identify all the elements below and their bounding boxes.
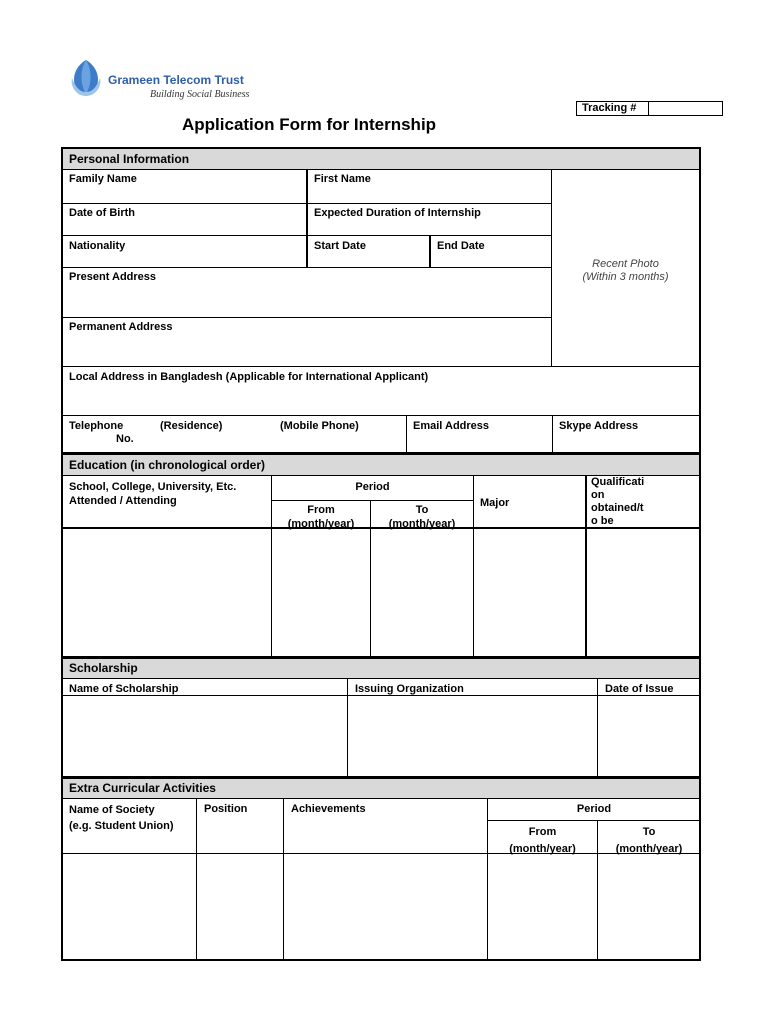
extra-to-header: To (month/year)	[615, 826, 683, 855]
dob-field[interactable]: Date of Birth	[69, 207, 135, 219]
scholarship-date-header: Date of Issue	[605, 683, 674, 695]
tracking-label: Tracking #	[582, 102, 637, 114]
residence-field[interactable]: (Residence)	[160, 420, 223, 432]
education-major-cell[interactable]	[474, 529, 584, 656]
qualification-header: Qualificati on obtained/t o be	[591, 476, 645, 527]
scholarship-issuing-header: Issuing Organization	[355, 683, 464, 695]
extra-from-cell[interactable]	[489, 855, 596, 959]
extra-period-header: Period	[576, 803, 612, 815]
tulip-logo-icon	[66, 56, 106, 102]
local-address-field[interactable]: Local Address in Bangladesh (Applicable for International Applicant)	[69, 371, 429, 383]
position-header: Position	[204, 803, 248, 815]
skype-field[interactable]: Skype Address	[559, 420, 639, 432]
extra-society-cell[interactable]	[63, 855, 195, 959]
major-header: Major	[480, 497, 510, 509]
extra-position-cell[interactable]	[198, 855, 282, 959]
school-header: School, College, University, Etc. Attended / Attending	[69, 481, 237, 507]
achievements-header: Achievements	[291, 803, 366, 815]
education-qualification-cell[interactable]	[587, 529, 699, 656]
extra-from-header: From (month/year)	[509, 826, 576, 855]
scholarship-name-cell[interactable]	[63, 697, 346, 776]
scholarship-issuing-cell[interactable]	[349, 697, 596, 776]
family-name-field[interactable]: Family Name	[69, 173, 137, 185]
photo-placeholder[interactable]: Recent Photo (Within 3 months)	[582, 258, 669, 283]
email-field[interactable]: Email Address	[413, 420, 490, 432]
form-title: Application Form for Internship	[182, 115, 437, 134]
scholarship-date-cell[interactable]	[599, 697, 699, 776]
scholarship-name-header: Name of Scholarship	[69, 683, 179, 695]
telephone-label: Telephone	[69, 420, 124, 432]
extra-heading: Extra Curricular Activities	[63, 779, 699, 798]
org-tagline: Building Social Business	[150, 89, 250, 100]
society-header: Name of Society (e.g. Student Union)	[69, 804, 174, 832]
education-from-cell[interactable]	[272, 529, 369, 656]
personal-heading: Personal Information	[63, 149, 699, 170]
personal-section	[61, 147, 701, 454]
org-logo	[66, 56, 106, 102]
duration-field[interactable]: Expected Duration of Internship	[314, 207, 481, 219]
to-header: To (month/year)	[388, 504, 456, 530]
permanent-address-field[interactable]: Permanent Address	[69, 321, 173, 333]
education-heading: Education (in chronological order)	[63, 455, 699, 475]
education-to-cell[interactable]	[371, 529, 472, 656]
scholarship-heading: Scholarship	[63, 659, 699, 678]
from-header: From (month/year)	[287, 504, 355, 530]
first-name-field[interactable]: First Name	[314, 173, 371, 185]
nationality-field[interactable]: Nationality	[69, 240, 126, 252]
education-school-cell[interactable]	[63, 529, 270, 656]
end-date-field[interactable]: End Date	[437, 240, 485, 252]
start-date-field[interactable]: Start Date	[314, 240, 366, 252]
mobile-field[interactable]: (Mobile Phone)	[280, 420, 359, 432]
tracking-input[interactable]	[650, 102, 722, 115]
org-name: Grameen Telecom Trust	[108, 73, 244, 87]
extra-achievements-cell[interactable]	[285, 855, 486, 959]
period-header: Period	[355, 481, 390, 493]
present-address-field[interactable]: Present Address	[69, 271, 157, 283]
telephone-no-label: No.	[116, 433, 134, 445]
extra-to-cell[interactable]	[599, 855, 699, 959]
